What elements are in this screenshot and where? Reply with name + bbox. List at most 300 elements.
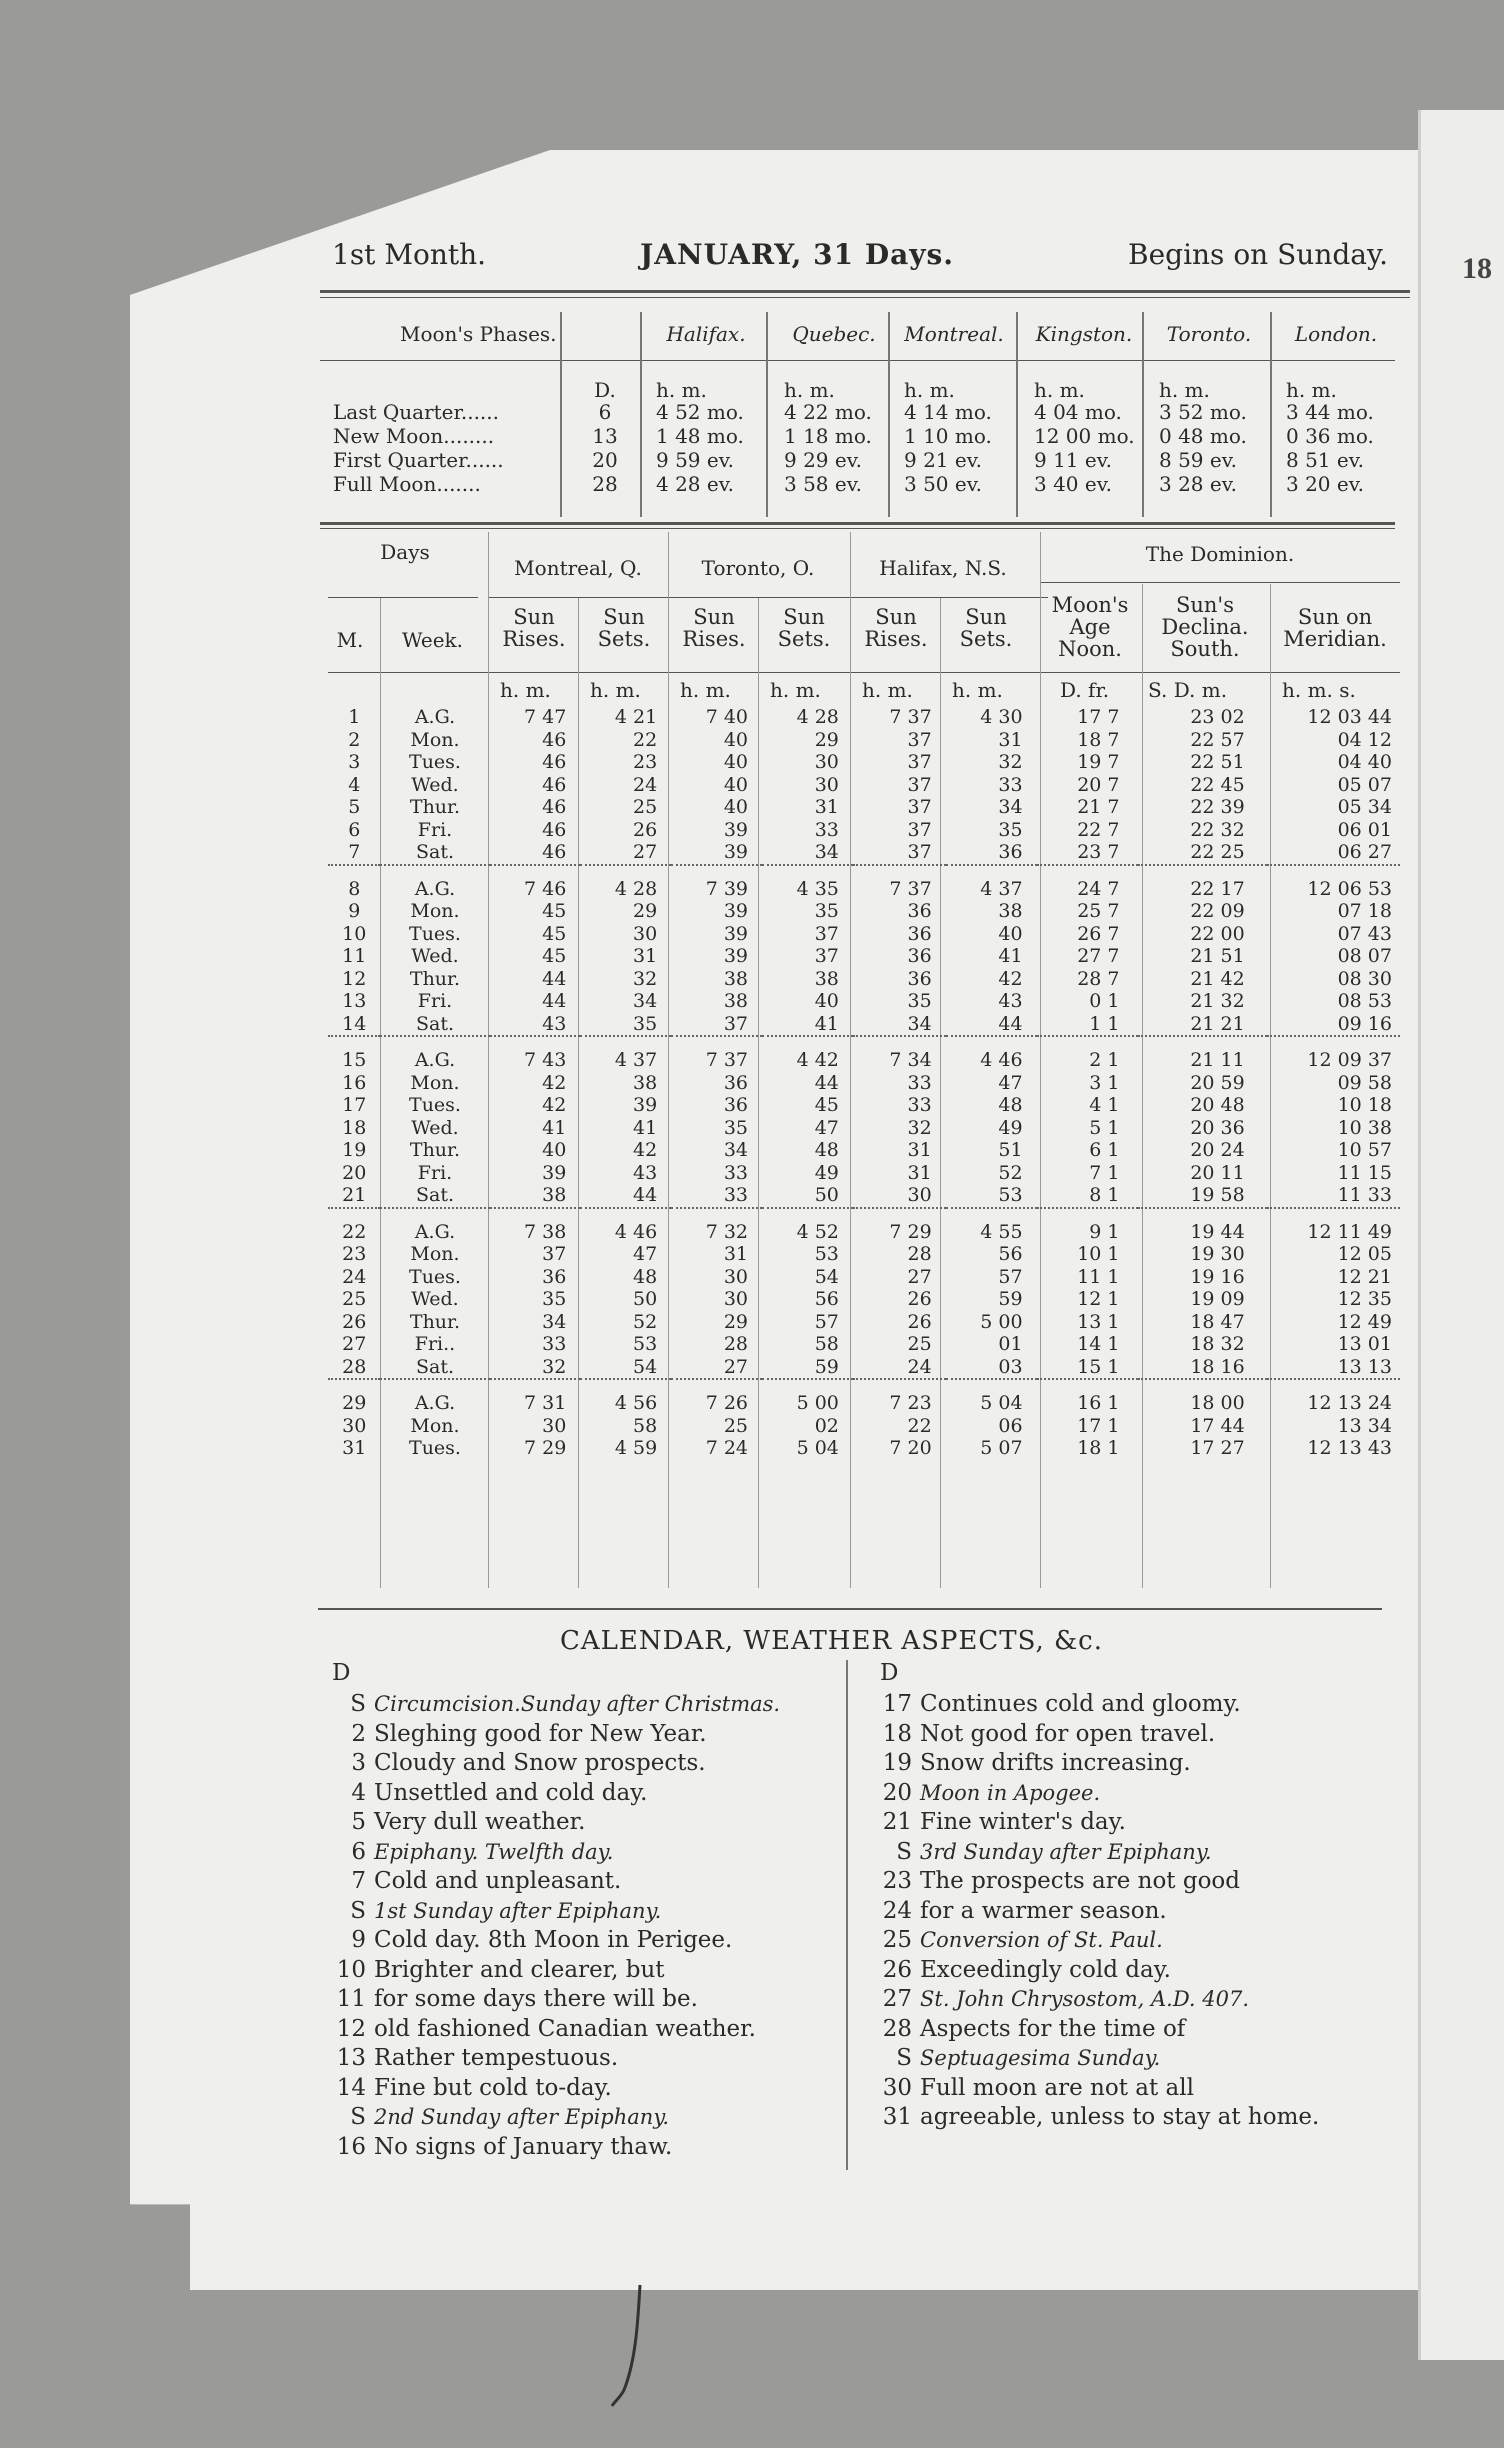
table-cell: 17 1 — [1077, 1414, 1120, 1437]
day-number: 11 — [342, 945, 367, 967]
table-cell: 24 7 — [1077, 877, 1120, 900]
table-cell: 33 — [814, 818, 839, 841]
phase-day: 6 — [598, 400, 612, 424]
table-cell: 23 02 — [1190, 706, 1245, 728]
table-row — [328, 900, 1400, 923]
phases-rule-thin — [320, 528, 1395, 529]
day-number: 19 — [342, 1139, 367, 1161]
table-cell: 15 1 — [1077, 1355, 1120, 1378]
table-cell: 46 — [542, 751, 567, 773]
table-row — [328, 841, 1400, 865]
table-cell: 22 17 — [1190, 877, 1245, 900]
next-page-number: 18 — [1462, 252, 1492, 285]
calendar-note: Moon in Apogee. — [920, 1780, 1101, 1805]
table-cell: 19 7 — [1077, 751, 1120, 773]
calendar-day: 9 — [351, 1927, 366, 1953]
calendar-entry — [332, 1779, 780, 1809]
table-cell: 50 — [814, 1184, 839, 1206]
calendar-entry — [878, 2015, 1319, 2045]
table-cell: 39 — [723, 945, 749, 967]
weekday: Tues. — [409, 1265, 461, 1288]
phase-name: Full Moon....... — [333, 472, 481, 496]
weekday: Tues. — [409, 1437, 461, 1459]
table-cell: 31 — [723, 1243, 749, 1265]
unit-label-8: h. m. s. — [1282, 678, 1356, 702]
table-cell: 44 — [814, 1071, 839, 1094]
table-cell: 33 — [998, 773, 1023, 796]
day-number: 10 — [342, 922, 367, 945]
calendar-entry — [332, 1867, 780, 1897]
day-number: 4 — [348, 773, 361, 796]
table-cell: 4 28 — [614, 877, 658, 900]
table-cell: 46 — [542, 773, 567, 796]
table-cell: 22 51 — [1190, 751, 1245, 773]
table-cell: 31 — [907, 1161, 932, 1184]
calendar-day: S — [350, 1897, 366, 1924]
table-cell: 34 — [814, 841, 839, 863]
calendar-note: Fine but cold to-day. — [374, 2074, 612, 2101]
phase-time: 3 28 ev. — [1159, 472, 1238, 496]
table-cell: 21 11 — [1190, 1049, 1245, 1071]
calendar-note: St. John Chrysostom, A.D. 407. — [920, 1987, 1250, 2011]
days-subrule — [328, 597, 478, 598]
table-cell: 38 — [542, 1184, 567, 1206]
day-number: 6 — [348, 818, 361, 841]
table-cell: 7 1 — [1089, 1161, 1120, 1184]
calendar-note: Septuagesima Sunday. — [920, 2046, 1161, 2070]
calendar-note: Conversion of St. Paul. — [920, 1928, 1163, 1952]
table-row — [328, 819, 1400, 842]
table-cell: 21 7 — [1077, 796, 1120, 818]
days-label: Days — [380, 540, 430, 564]
calendar-note: Fine winter's day. — [920, 1809, 1126, 1835]
sun-times-header-5: Sun Sets. — [959, 605, 1013, 651]
table-cell: 33 — [542, 1333, 567, 1355]
table-cell: 27 — [907, 1265, 932, 1288]
table-cell: 7 38 — [524, 1220, 567, 1243]
phases-city-0: Halifax. — [666, 322, 746, 346]
table-cell: 22 57 — [1190, 728, 1245, 751]
weekday: A.G. — [414, 1049, 456, 1071]
table-cell: 30 — [633, 922, 658, 945]
unit-label-4: h. m. — [862, 678, 913, 702]
table-cell: 20 36 — [1190, 1116, 1245, 1139]
days-table — [328, 706, 1400, 1460]
table-cell: 20 48 — [1190, 1094, 1245, 1116]
table-cell: 5 04 — [980, 1392, 1023, 1414]
day-number: 22 — [342, 1220, 367, 1243]
calendar-note: Exceedingly cold day. — [920, 1956, 1171, 1983]
weekday: Mon. — [410, 1243, 460, 1265]
calendar-entry — [332, 1838, 780, 1868]
table-cell: 40 — [723, 728, 749, 751]
day-number: 15 — [342, 1049, 367, 1071]
table-cell: 36 — [998, 841, 1023, 863]
calendar-entry — [332, 2015, 780, 2045]
table-cell: 45 — [814, 1094, 839, 1116]
table-cell: 22 32 — [1190, 818, 1245, 841]
table-cell: 07 18 — [1337, 900, 1392, 922]
calendar-note: for some days there will be. — [374, 1986, 698, 2012]
table-cell: 53 — [814, 1243, 839, 1265]
table-cell: 48 — [633, 1265, 658, 1288]
calendar-note: Aspects for the time of — [920, 2015, 1186, 2042]
pen-mark — [610, 2280, 670, 2410]
table-cell: 33 — [723, 1184, 749, 1206]
weekday: Sat. — [415, 1355, 454, 1378]
table-cell: 20 24 — [1190, 1139, 1245, 1161]
table-cell: 52 — [998, 1161, 1023, 1184]
table-cell: 22 — [633, 728, 658, 751]
phase-time: 4 14 mo. — [904, 400, 992, 424]
table-cell: 4 52 — [796, 1220, 839, 1243]
table-cell: 37 — [907, 751, 932, 773]
table-cell: 46 — [542, 728, 567, 751]
calendar-day: 16 — [336, 2133, 366, 2160]
table-cell: 3 1 — [1089, 1071, 1120, 1094]
table-cell: 53 — [633, 1333, 658, 1355]
table-cell: 7 26 — [705, 1392, 749, 1414]
cities-subrule — [488, 597, 1048, 598]
table-cell: 54 — [633, 1355, 658, 1378]
table-cell: 25 — [633, 796, 658, 818]
table-row — [328, 1221, 1400, 1244]
calendar-day: 25 — [882, 1927, 912, 1953]
table-row — [328, 1288, 1400, 1311]
table-cell: 53 — [998, 1184, 1023, 1206]
calendar-entry — [332, 1808, 780, 1838]
table-cell: 4 30 — [980, 706, 1023, 728]
calendar-entry — [332, 2074, 780, 2104]
table-cell: 45 — [542, 922, 567, 945]
week-label: Week. — [401, 628, 464, 652]
phase-time: 1 48 mo. — [656, 424, 744, 448]
unit-label-0: h. m. — [500, 678, 551, 702]
calendar-entry — [878, 1897, 1319, 1927]
phase-time: 3 40 ev. — [1034, 472, 1113, 496]
table-cell: 7 32 — [705, 1220, 749, 1243]
table-cell: 57 — [814, 1310, 839, 1333]
weekday: A.G. — [414, 1392, 456, 1414]
table-cell: 9 1 — [1089, 1220, 1120, 1243]
calendar-day: 19 — [882, 1750, 912, 1776]
table-cell: 11 1 — [1077, 1265, 1120, 1288]
calendar-entry — [878, 1867, 1319, 1897]
table-cell: 41 — [633, 1116, 658, 1139]
table-row — [328, 878, 1400, 901]
table-cell: 05 07 — [1337, 773, 1392, 796]
unit-label-1: h. m. — [590, 678, 641, 702]
weekday: Thur. — [409, 796, 461, 818]
phase-time: 3 50 ev. — [904, 472, 983, 496]
table-cell: 7 46 — [524, 877, 567, 900]
phases-time-unit-3: h. m. — [1034, 378, 1085, 402]
table-row — [328, 1162, 1400, 1185]
table-cell: 2 1 — [1089, 1049, 1120, 1071]
table-cell: 42 — [542, 1071, 567, 1094]
phases-time-unit-1: h. m. — [784, 378, 835, 402]
phases-time-unit-0: h. m. — [656, 378, 707, 402]
calendar-note: Rather tempestuous. — [374, 2045, 619, 2071]
phase-name: Last Quarter...... — [333, 400, 500, 424]
table-cell: 32 — [542, 1355, 567, 1378]
table-cell: 12 49 — [1337, 1310, 1392, 1333]
calendar-day: 12 — [336, 2015, 366, 2042]
table-cell: 46 — [542, 818, 567, 841]
phase-day: 28 — [592, 472, 618, 496]
calendar-entry — [332, 1720, 780, 1750]
table-cell: 17 44 — [1190, 1414, 1245, 1437]
table-cell: 12 13 24 — [1307, 1392, 1392, 1414]
day-number: 5 — [348, 796, 361, 818]
calendar-entry — [878, 2103, 1319, 2133]
unit-label-3: h. m. — [770, 678, 821, 702]
phases-col-line — [640, 312, 642, 517]
day-number: 28 — [342, 1355, 367, 1378]
day-number: 26 — [342, 1310, 367, 1333]
calendar-entry — [878, 1720, 1319, 1750]
calendar-day: 17 — [882, 1691, 912, 1717]
calendar-day: 7 — [351, 1868, 366, 1894]
table-cell: 36 — [907, 967, 932, 990]
table-cell: 29 — [814, 728, 839, 751]
table-cell: 48 — [814, 1139, 839, 1161]
table-row — [328, 945, 1400, 968]
table-cell: 46 — [542, 796, 567, 818]
table-cell: 34 — [633, 990, 658, 1012]
table-cell: 35 — [723, 1116, 749, 1139]
day-number: 21 — [342, 1184, 367, 1206]
table-row — [328, 1094, 1400, 1117]
table-cell: 7 37 — [889, 877, 932, 900]
table-cell: 7 29 — [889, 1220, 932, 1243]
table-cell: 28 7 — [1077, 967, 1120, 990]
table-cell: 26 — [907, 1288, 932, 1310]
phase-day: 13 — [592, 424, 618, 448]
calendar-note: Unsettled and cold day. — [374, 1779, 648, 1806]
table-cell: 20 7 — [1077, 773, 1120, 796]
m-label: M. — [336, 628, 364, 652]
table-cell: 57 — [998, 1265, 1023, 1288]
table-col-line — [850, 532, 851, 598]
weekday: A.G. — [414, 1220, 456, 1243]
day-number: 1 — [348, 706, 361, 728]
table-cell: 12 35 — [1337, 1288, 1392, 1310]
weekday: A.G. — [414, 877, 456, 900]
table-cell: 24 — [907, 1355, 932, 1378]
phases-col-line — [1016, 312, 1018, 517]
table-cell: 4 28 — [796, 706, 839, 728]
table-cell: 20 59 — [1190, 1071, 1245, 1094]
table-cell: 35 — [814, 900, 839, 922]
unit-label-7: S. D. m. — [1148, 678, 1228, 702]
table-cell: 30 — [542, 1414, 567, 1437]
table-cell: 10 1 — [1077, 1243, 1120, 1265]
calendar-day: 21 — [882, 1809, 912, 1835]
weekday: Wed. — [411, 1116, 459, 1139]
table-cell: 4 55 — [980, 1220, 1023, 1243]
table-row — [328, 1072, 1400, 1095]
table-cell: 11 15 — [1337, 1161, 1392, 1184]
day-number: 31 — [342, 1437, 367, 1459]
table-cell: 09 58 — [1337, 1071, 1392, 1094]
table-cell: 49 — [814, 1161, 839, 1184]
table-cell: 19 58 — [1190, 1184, 1245, 1206]
weekday: Tues. — [409, 751, 461, 773]
declination-header: Sun's Declina. South. — [1161, 593, 1249, 661]
table-cell: 27 — [633, 841, 658, 863]
calendar-day: 24 — [882, 1897, 912, 1924]
table-cell: 42 — [633, 1139, 658, 1161]
header-rule-thin — [320, 297, 1410, 298]
calendar-left-col-label: D — [332, 1660, 351, 1686]
table-cell: 24 — [633, 773, 658, 796]
table-cell: 50 — [633, 1288, 658, 1310]
table-cell: 4 46 — [614, 1220, 658, 1243]
table-cell: 17 27 — [1190, 1437, 1245, 1459]
phase-time: 4 28 ev. — [656, 472, 735, 496]
table-cell: 47 — [633, 1243, 658, 1265]
calendar-entry — [878, 1985, 1319, 2015]
table-cell: 14 1 — [1077, 1333, 1120, 1355]
table-row — [328, 1117, 1400, 1140]
calendar-entry — [878, 1808, 1319, 1838]
table-col-line — [668, 532, 669, 598]
calendar-note: No signs of January thaw. — [374, 2133, 673, 2160]
table-cell: 37 — [907, 841, 932, 863]
table-cell: 40 — [723, 751, 749, 773]
table-cell: 37 — [723, 1012, 749, 1035]
table-cell: 39 — [723, 922, 749, 945]
table-row — [328, 1311, 1400, 1334]
phases-time-unit-5: h. m. — [1286, 378, 1337, 402]
table-cell: 38 — [633, 1071, 658, 1094]
calendar-entry — [878, 1779, 1319, 1809]
table-cell: 4 37 — [980, 877, 1023, 900]
table-row — [328, 990, 1400, 1013]
table-cell: 7 43 — [524, 1049, 567, 1071]
calendar-note: Snow drifts increasing. — [920, 1750, 1191, 1776]
table-cell: 13 01 — [1337, 1333, 1392, 1355]
phase-time: 8 51 ev. — [1286, 448, 1365, 472]
table-cell: 01 — [998, 1333, 1023, 1355]
calendar-right-col-label: D — [880, 1660, 899, 1686]
page-title: JANUARY, 31 Days. — [640, 238, 955, 271]
calendar-note: Very dull weather. — [374, 1809, 586, 1835]
table-cell: 37 — [814, 922, 839, 945]
table-cell: 29 — [633, 900, 658, 922]
phase-time: 1 10 mo. — [904, 424, 992, 448]
table-cell: 03 — [998, 1355, 1023, 1378]
table-cell: 33 — [907, 1094, 932, 1116]
calendar-day: S — [896, 2045, 912, 2071]
weekday: Mon. — [410, 728, 460, 751]
table-cell: 31 — [907, 1139, 932, 1161]
unit-label-2: h. m. — [680, 678, 731, 702]
table-cell: 23 — [633, 751, 658, 773]
table-row — [328, 1184, 1400, 1208]
calendar-divider — [846, 1660, 848, 2170]
table-cell: 58 — [633, 1414, 658, 1437]
table-row — [328, 1013, 1400, 1037]
month-number: 1st Month. — [332, 238, 487, 271]
table-cell: 4 35 — [796, 877, 839, 900]
table-cell: 7 23 — [889, 1392, 932, 1414]
moon-age-header: Moon's Age Noon. — [1051, 593, 1129, 661]
table-cell: 23 7 — [1077, 841, 1120, 863]
table-cell: 18 16 — [1190, 1355, 1245, 1378]
table-cell: 32 — [998, 751, 1023, 773]
day-number: 7 — [348, 841, 361, 863]
table-cell: 4 37 — [614, 1049, 658, 1071]
calendar-note: Cold day. 8th Moon in Perigee. — [374, 1927, 733, 1953]
day-number: 9 — [348, 900, 361, 922]
table-cell: 4 46 — [980, 1049, 1023, 1071]
weekday: Tues. — [409, 1094, 461, 1116]
table-row — [328, 968, 1400, 991]
calendar-day: 18 — [882, 1720, 912, 1747]
table-cell: 30 — [723, 1265, 749, 1288]
table-cell: 38 — [814, 967, 839, 990]
table-cell: 19 44 — [1190, 1220, 1245, 1243]
table-cell: 12 11 49 — [1307, 1220, 1392, 1243]
table-cell: 34 — [998, 796, 1023, 818]
table-cell: 5 07 — [980, 1437, 1023, 1459]
table-cell: 02 — [814, 1414, 839, 1437]
calendar-entry — [878, 1926, 1319, 1956]
table-cell: 43 — [998, 990, 1023, 1012]
phases-city-4: Toronto. — [1166, 322, 1252, 346]
day-number: 8 — [348, 877, 361, 900]
table-cell: 36 — [723, 1094, 749, 1116]
table-row — [328, 774, 1400, 797]
calendar-entry — [878, 1956, 1319, 1986]
table-cell: 44 — [998, 1012, 1023, 1035]
day-number: 25 — [342, 1288, 367, 1310]
calendar-note: Sleghing good for New Year. — [374, 1720, 707, 1747]
table-cell: 36 — [542, 1265, 567, 1288]
day-number: 29 — [342, 1392, 367, 1414]
calendar-day: 13 — [336, 2045, 366, 2071]
day-number: 30 — [342, 1414, 367, 1437]
phase-time: 9 11 ev. — [1034, 448, 1113, 472]
table-cell: 29 — [723, 1310, 749, 1333]
table-cell: 19 16 — [1190, 1265, 1245, 1288]
table-cell: 11 33 — [1337, 1184, 1392, 1206]
table-cell: 5 04 — [796, 1437, 839, 1459]
phases-time-unit-2: h. m. — [904, 378, 955, 402]
begins-day: Begins on Sunday. — [1128, 238, 1388, 271]
weekday: Wed. — [411, 773, 459, 796]
table-cell: 16 1 — [1077, 1392, 1120, 1414]
weekday: Mon. — [410, 900, 460, 922]
phases-title: Moon's Phases. — [400, 322, 557, 346]
table-cell: 26 — [907, 1310, 932, 1333]
phase-time: 4 04 mo. — [1034, 400, 1122, 424]
table-cell: 13 34 — [1337, 1414, 1392, 1437]
weekday: Fri. — [417, 818, 453, 841]
dominion-subrule — [1040, 582, 1400, 583]
table-cell: 22 7 — [1077, 818, 1120, 841]
day-number: 18 — [342, 1116, 367, 1139]
weekday: Thur. — [409, 1139, 461, 1161]
table-cell: 10 38 — [1337, 1116, 1392, 1139]
phases-header-rule — [320, 360, 1395, 361]
unit-label-5: h. m. — [952, 678, 1003, 702]
table-cell: 22 25 — [1190, 841, 1245, 863]
calendar-entry — [332, 1926, 780, 1956]
table-cell: 7 39 — [705, 877, 749, 900]
